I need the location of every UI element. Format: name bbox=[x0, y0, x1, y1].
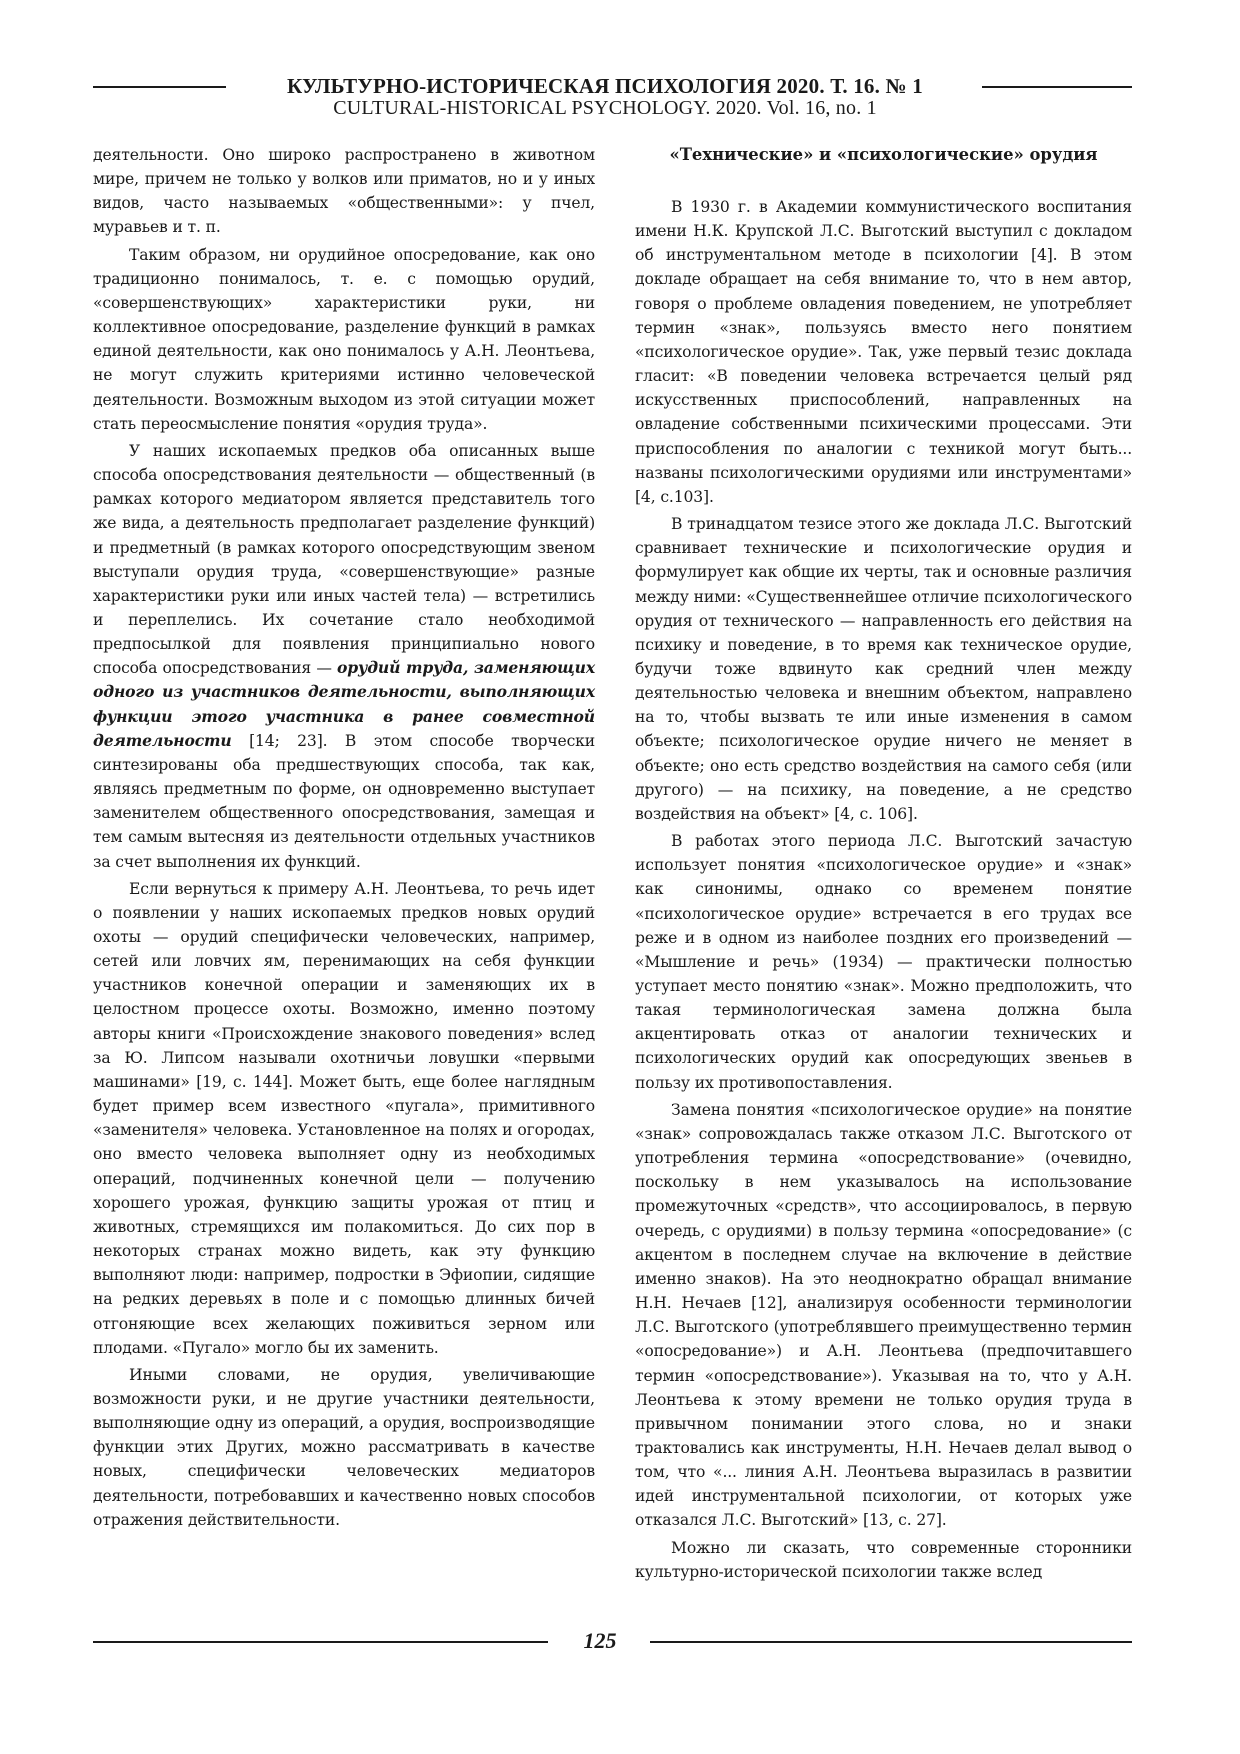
left-paragraph-1: деятельности. Оно широко распространено в животном мире, причем не только у волков или приматов, но и у иных видов, часто называемых «общественными»: у пчел, муравьев и т. п. bbox=[93, 146, 595, 237]
section-heading: «Технические» и «психологические» орудия bbox=[669, 145, 1098, 164]
header-rule-right bbox=[982, 86, 1132, 88]
left-paragraph-3-end: [14; 23]. В этом способе творчески синтезированы оба предшествующих способа, так как, являясь предметным по форме, он одновременно выступает заменителем общественного опосредствования, замещая и тем самым вытесняя из деятельности отдельных участников за счет выполнения их функций. bbox=[93, 731, 595, 871]
right-paragraph-4: Замена понятия «психологическое орудие» на понятие «знак» сопровождалась также отказом Л.С. Выготского от употребления термина «опосредствование» (очевидно, поскольку в нем указывалось на использование промежуточных «средств», что ассоциировалось, в первую очередь, с орудиями) в пользу термина «опосредование» (с акцентом в последнем случае на включение в действие именно знаков). На это неоднократно обращал внимание Н.Н. Нечаев [12], анализируя особенности терминологии Л.С. Выготского (употреблявшего преимущественно термин «опосредование») и А.Н. Леонтьева (предпочитавшего термин «опосредствование»). Указывая на то, что у А.Н. Леонтьева к этому времени не только орудия труда в привычном понимании этого слова, но и знаки трактовались как инструменты, Н.Н. Нечаев делал вывод о том, что «... линия А.Н. Леонтьева выразилась в развитии идей инструментальной психологии, от которых уже отказался Л.С. Выготский» [13, с. 27]. bbox=[635, 1100, 1132, 1530]
left-paragraph-4: Если вернуться к примеру А.Н. Леонтьева, то речь идет о появлении у наших ископаемых предков новых орудий охоты — орудий специфически человеческих, например, сетей или ловчих ям, перенимающих на себя функции участников конечной операции и заменяющих их в целостном процессе охоты. Возможно, именно поэтому авторы книги «Происхождение знакового поведения» вслед за Ю. Липсом называли охотничьи ловушки «первыми машинами» [19, с. 144]. Может быть, еще более наглядным будет пример всем известного «пугала», примитивного «заменителя» человека. Установленное на полях и огородах, оно вместо человека выполняет одну из необходимых операций, подчиненных конечной цели — получению хорошего урожая, функцию защиты урожая от птиц и животных, стремящихся им полакомиться. До сих пор в некоторых странах можно видеть, как эту функцию выполняют люди: например, подростки в Эфиопии, сидящие на редких деревьях в поле и с помощью длинных бичей отгоняющие всех желающих поживиться зерном или плодами. «Пугало» могло бы их заменить. bbox=[93, 879, 595, 1357]
right-paragraph-2: В тринадцатом тезисе этого же доклада Л.С. Выготский сравнивает технические и психологические орудия и формулирует как общие их черты, так и основные различия между ними: «Существеннейшее отличие психологического орудия от технического — направленность его действия на психику и поведение, в то время как техническое орудие, будучи тоже вдвинуто как средний член между деятельностью человека и внешним объектом, направлено на то, чтобы вызвать те или иные изменения в самом объекте; психологическое орудие ничего не меняет в объекте; оно есть средство воздействия на самого себя (или другого) — на психику, на поведение, а не средство воздействия на объект» [4, с. 106]. bbox=[635, 515, 1132, 823]
header-rule-left bbox=[93, 86, 226, 88]
page-number: 125 bbox=[583, 1628, 617, 1653]
left-paragraph-3 bbox=[93, 439, 595, 874]
right-column bbox=[635, 143, 1132, 1587]
left-paragraph-5: Иными словами, не орудия, увеличивающие возможности руки, и не другие участники деятельности, выполняющие одну из операций, а орудия, воспроизводящие функции этих Других, можно рассматривать в качестве новых, специфически человеческих медиаторов деятельности, потребовавших и качественно новых способов отражения действительности. bbox=[93, 1365, 595, 1529]
left-paragraph-3-emphasis: орудий труда, заменяющих одного из участников деятельности, выполняющих функции этого участника в ранее совместной деятельности bbox=[93, 658, 595, 750]
left-paragraph-2: Таким образом, ни орудийное опосредование, как оно традиционно понималось, т. е. с помощью орудий, «совершенствующих» характеристики руки, ни коллективное опосредование, разделение функций в рамках единой деятельности, как оно понималось у А.Н. Леонтьева, не могут служить критериями истинно человеческой деятельности. Возможным выходом из этой ситуации может стать переосмысление понятия «орудия труда». bbox=[93, 245, 595, 433]
journal-title-en: CULTURAL-HISTORICAL PSYCHOLOGY. 2020. Vol. 16, no. 1 bbox=[333, 97, 877, 119]
left-paragraph-3-start: У наших ископаемых предков оба описанных выше способа опосредствования деятельности — общественный (в рамках которого медиатором является представитель того же вида, а деятельность предполагает разделение функций) и предметный (в рамках которого опосредствующим звеном выступали орудия труда, «совершенствующие» разные характеристики руки или иных частей тела) — встретились и переплелись. Их сочетание стало необходимой предпосылкой для появления принципиально нового способа опосредствования — bbox=[93, 441, 595, 678]
right-paragraph-3: В работах этого периода Л.С. Выготский зачастую использует понятия «психологическое орудие» и «знак» как синонимы, однако со временем понятие «психологическое орудие» встречается в его трудах все реже и в одном из наиболее поздних его произведений — «Мышление и речь» (1934) — практически полностью уступает место понятию «знак». Можно предположить, что такая терминологическая замена должна была акцентировать отказ от аналогии технических и психологических орудий как опосредующих звеньев в пользу их противопоставления. bbox=[635, 832, 1132, 1092]
left-column bbox=[93, 143, 595, 1535]
footer-rule-right bbox=[650, 1641, 1132, 1643]
footer-rule-left bbox=[93, 1641, 548, 1643]
journal-title-ru: КУЛЬТУРНО-ИСТОРИЧЕСКАЯ ПСИХОЛОГИЯ 2020. Т. 16. № 1 bbox=[286, 74, 923, 98]
right-paragraph-1: В 1930 г. в Академии коммунистического воспитания имени Н.К. Крупской Л.С. Выготский выступил с докладом об инструментальном методе в психологии [4]. В этом докладе обращает на себя внимание то, что в нем автор, говоря о проблеме овладения поведением, не употребляет термин «знак», пользуясь вместо него понятием «психологическое орудие». Так, уже первый тезис доклада гласит: «В поведении человека встречается целый ряд искусственных приспособлений, направленных на овладение собственными психическими процессами. Эти приспособления по аналогии с техникой могут быть... названы психологическими орудиями или инструментами» [4, с.103]. bbox=[635, 198, 1132, 506]
right-paragraph-5: Можно ли сказать, что современные сторонники культурно-исторической психологии также вслед bbox=[635, 1538, 1132, 1581]
